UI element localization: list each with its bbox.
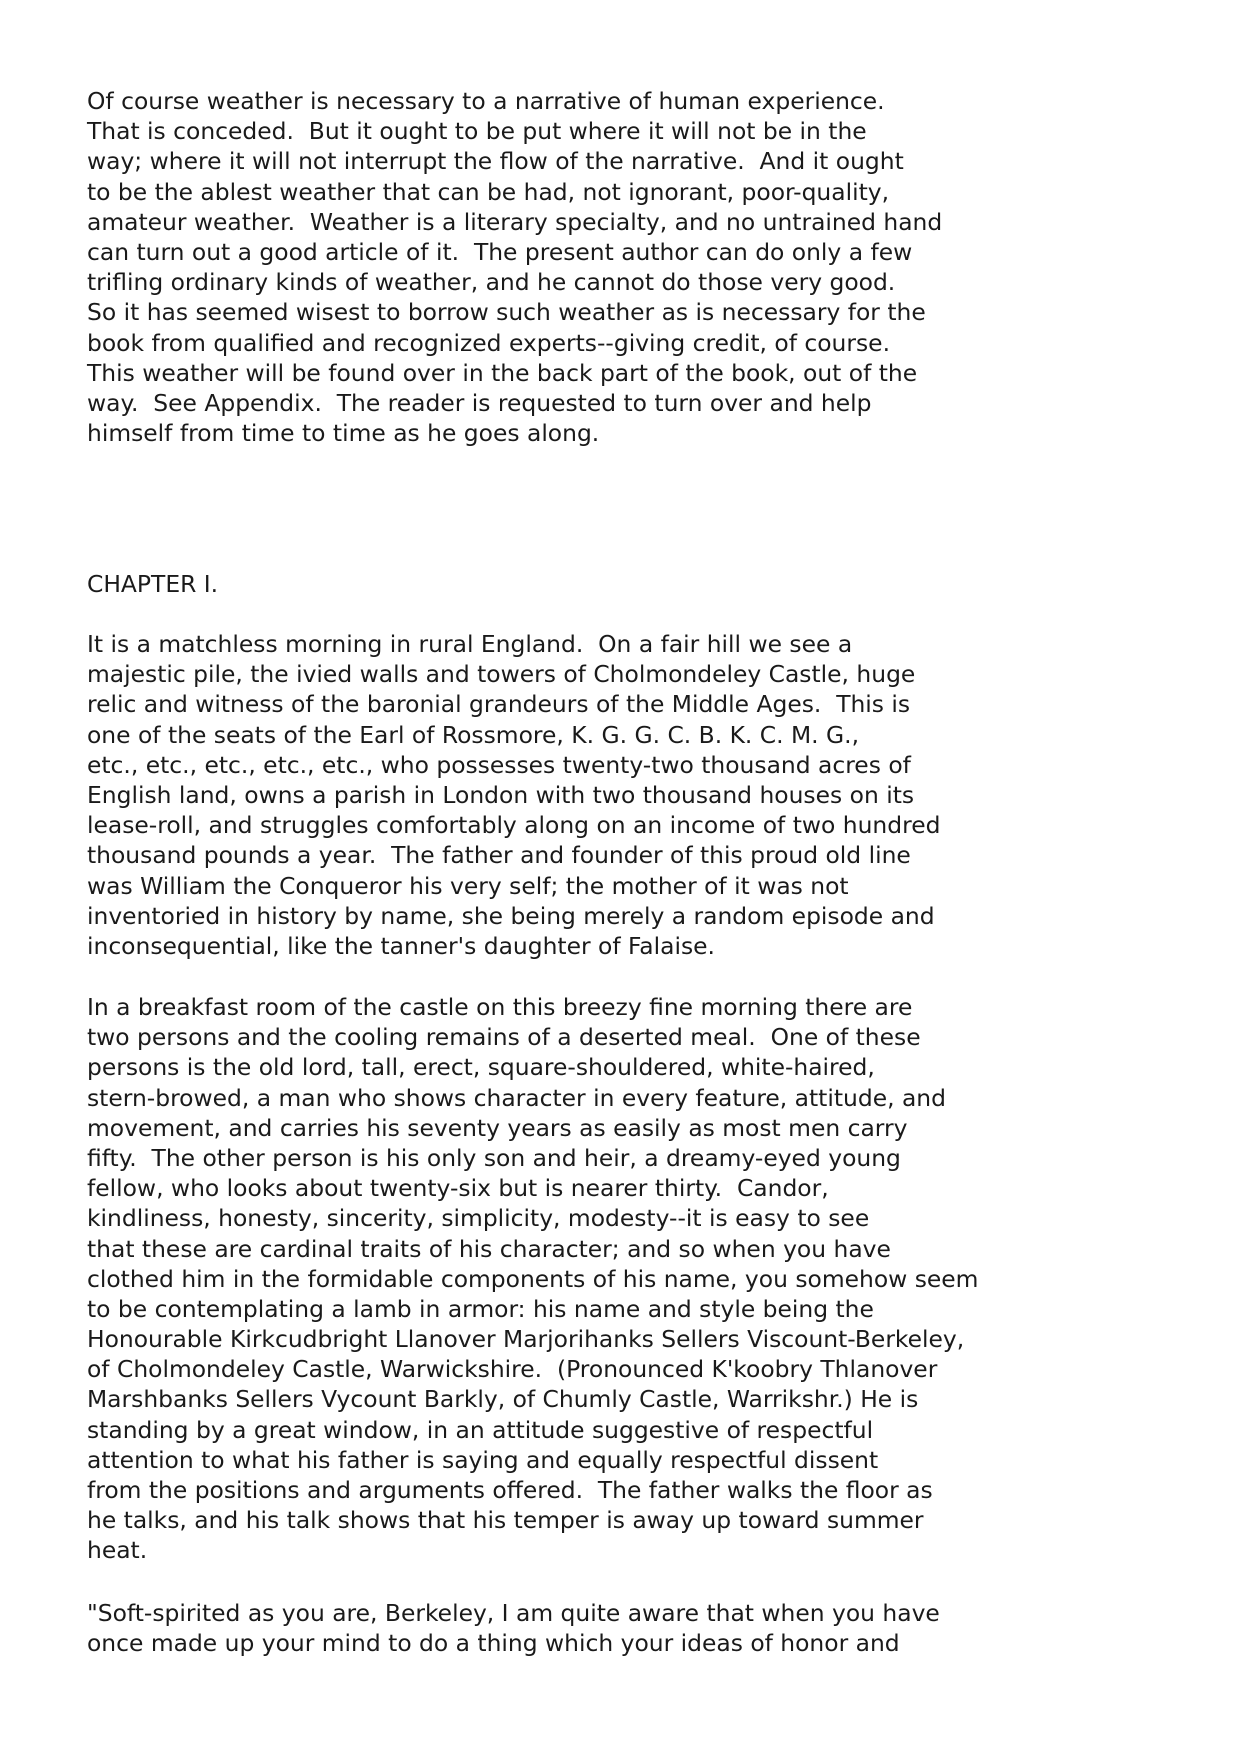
text-line: standing by a great window, in an attitude suggestive of respectful xyxy=(87,1415,874,1444)
chapter-heading xyxy=(87,569,218,599)
intro-paragraph xyxy=(87,86,942,448)
text-line: "Soft-spirited as you are, Berkeley, I am quite aware that when you have xyxy=(87,1599,940,1627)
text-line: way; where it will not interrupt the flow of the narrative. And it ought xyxy=(87,147,904,176)
text-line: can turn out a good article of it. The present author can do only a few xyxy=(87,237,913,266)
text-line: fellow, who looks about twenty-six but is nearer thirty. Candor, xyxy=(87,1174,829,1203)
text-line: once made up your mind to do a thing which your ideas of honor and xyxy=(87,1629,900,1658)
paragraph-3 xyxy=(87,1598,940,1658)
text-line: majestic pile, the ivied walls and towers of Cholmondeley Castle, huge xyxy=(87,660,916,689)
text-line: he talks, and his talk shows that his temper is away up toward summer xyxy=(87,1506,924,1535)
text-line: attention to what his father is saying and equally respectful dissent xyxy=(87,1445,879,1474)
text-line: inconsequential, like the tanner's daughter of Falaise. xyxy=(87,931,715,960)
paragraph-1 xyxy=(87,629,940,961)
text-line: persons is the old lord, tall, erect, square-shouldered, white-haired, xyxy=(87,1053,875,1082)
paragraph-2 xyxy=(87,992,978,1566)
text-line: to be the ablest weather that can be had, not ignorant, poor-quality, xyxy=(87,177,890,206)
text-line: In a breakfast room of the castle on this breezy fine morning there are xyxy=(87,993,913,1021)
text-line: relic and witness of the baronial grandeurs of the Middle Ages. This is xyxy=(87,690,911,719)
text-line: This weather will be found over in the back part of the book, out of the xyxy=(87,358,918,387)
text-line: Of course weather is necessary to a narrative of human experience. xyxy=(87,87,885,115)
text-line: English land, owns a parish in London with two thousand houses on its xyxy=(87,780,915,809)
text-line: It is a matchless morning in rural England. On a fair hill we see a xyxy=(87,630,853,658)
text-line: clothed him in the formidable components of his name, you somehow seem xyxy=(87,1264,979,1293)
text-line: So it has seemed wisest to borrow such weather as is necessary for the xyxy=(87,298,926,327)
text-line: was William the Conqueror his very self; the mother of it was not xyxy=(87,871,849,900)
text-line: trifling ordinary kinds of weather, and he cannot do those very good. xyxy=(87,268,896,297)
text-line: kindliness, honesty, sincerity, simplicity, modesty--it is easy to see xyxy=(87,1204,870,1233)
text-line: inventoried in history by name, she being merely a random episode and xyxy=(87,901,935,930)
text-line: way. See Appendix. The reader is requested to turn over and help xyxy=(87,388,872,417)
text-line: of Cholmondeley Castle, Warwickshire. (Pronounced K'koobry Thlanover xyxy=(87,1355,938,1384)
text-line: book from qualified and recognized experts--giving credit, of course. xyxy=(87,328,891,357)
text-line: one of the seats of the Earl of Rossmore, K. G. G. C. B. K. C. M. G., xyxy=(87,720,860,749)
text-line: lease-roll, and struggles comfortably along on an income of two hundred xyxy=(87,811,941,840)
text-line: That is conceded. But it ought to be put where it will not be in the xyxy=(87,117,867,146)
text-line: Honourable Kirkcudbright Llanover Marjorihanks Sellers Viscount-Berkeley, xyxy=(87,1325,965,1354)
text-line: heat. xyxy=(87,1536,148,1565)
text-line: two persons and the cooling remains of a deserted meal. One of these xyxy=(87,1023,921,1052)
text-line: from the positions and arguments offered. The father walks the floor as xyxy=(87,1476,933,1504)
text-line: movement, and carries his seventy years as easily as most men carry xyxy=(87,1113,908,1142)
chapter-title: CHAPTER I. xyxy=(87,570,219,598)
text-line: that these are cardinal traits of his character; and so when you have xyxy=(87,1234,891,1263)
text-line: stern-browed, a man who shows character in every feature, attitude, and xyxy=(87,1083,946,1112)
text-line: fifty. The other person is his only son and heir, a dreamy-eyed young xyxy=(87,1143,901,1172)
text-line: amateur weather. Weather is a literary specialty, and no untrained hand xyxy=(87,207,943,236)
text-line: Marshbanks Sellers Vycount Barkly, of Chumly Castle, Warrikshr.) He is xyxy=(87,1385,919,1414)
text-line: etc., etc., etc., etc., etc., who possesses twenty-two thousand acres of xyxy=(87,750,911,779)
text-line: to be contemplating a lamb in armor: his name and style being the xyxy=(87,1294,874,1323)
text-line: thousand pounds a year. The father and founder of this proud old line xyxy=(87,841,911,870)
text-line: himself from time to time as he goes along. xyxy=(87,419,600,448)
